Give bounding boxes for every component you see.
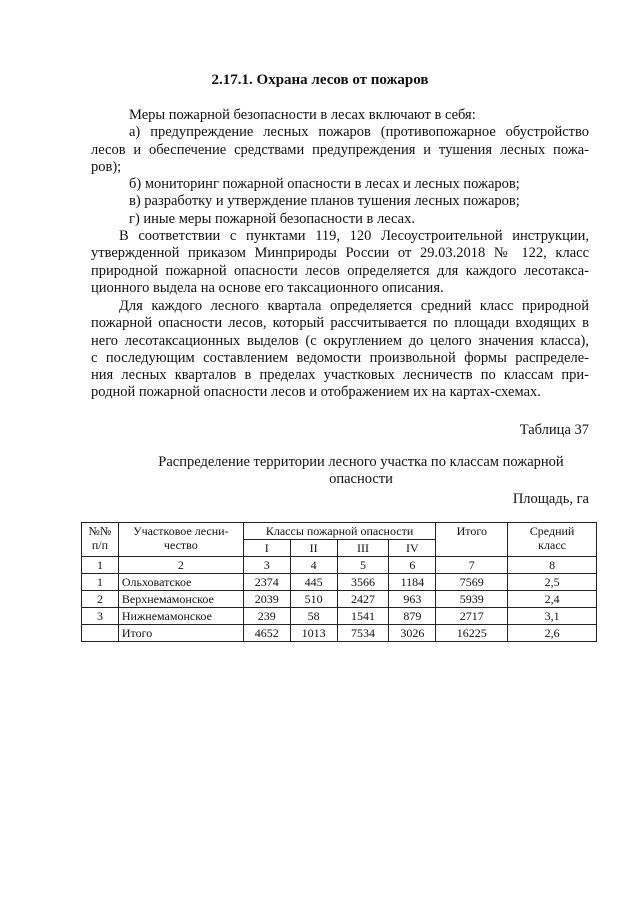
header-forestry: Участковое лесни- чество	[118, 523, 243, 557]
paragraph-3	[91, 298, 589, 402]
paragraph-2-line-2: утвержденной приказом Минприроды России от 29.03.2018 № 122, класс	[91, 245, 589, 262]
table-cell: 3566	[337, 574, 389, 591]
table-header-row	[82, 523, 597, 540]
header-class-2: II	[290, 540, 337, 557]
paragraph-3-line-4: с последующим составлением ведомости произвольной формы распределе-	[91, 349, 589, 366]
paragraph-2-line-3: природной пожарной опасности лесов определяется для каждого лесотакса-	[91, 262, 589, 279]
table-cell: 879	[389, 608, 436, 625]
table-cell: 3,1	[508, 608, 597, 625]
header-class-1: I	[243, 540, 290, 557]
table-cell: 3	[243, 557, 290, 574]
table-cell: 8	[508, 557, 597, 574]
table-cell: 2427	[337, 591, 389, 608]
header-classes: Классы пожарной опасности	[243, 523, 436, 540]
fire-class-table	[81, 522, 597, 642]
table-cell: 1541	[337, 608, 389, 625]
table-cell: 2374	[243, 574, 290, 591]
table-label: Таблица 37	[519, 422, 589, 438]
table-cell: 2,6	[508, 625, 597, 642]
header-average-class: Средний класс	[508, 523, 597, 557]
table-row	[82, 591, 597, 608]
table-cell: Ольховатское	[118, 574, 243, 591]
table-cell: 1184	[389, 574, 436, 591]
paragraph-3-line-5: ния лесных кварталов в пределах участковых лесничеств по классам при-	[91, 367, 589, 384]
header-total: Итого	[436, 523, 508, 557]
table-column-number-row	[82, 557, 597, 574]
table-caption-line-2: опасности	[329, 471, 393, 487]
table-total-row	[82, 625, 597, 642]
measures-intro: Меры пожарной безопасности в лесах включают в себя:	[129, 107, 476, 123]
table-cell: 7534	[337, 625, 389, 642]
table-row	[82, 608, 597, 625]
table-cell: 7	[436, 557, 508, 574]
table-cell: 2039	[243, 591, 290, 608]
table-cell: 1013	[290, 625, 337, 642]
table-caption-line-1: Распределение территории лесного участка по классам пожарной	[158, 454, 564, 470]
measure-item-d: г) иные меры пожарной безопасности в лесах.	[129, 210, 415, 227]
measures-list	[91, 107, 589, 228]
table-caption	[0, 454, 640, 488]
table-cell: Итого	[118, 625, 243, 642]
table-cell: 16225	[436, 625, 508, 642]
table-cell: 2717	[436, 608, 508, 625]
paragraph-3-line-6: родной пожарной опасности лесов и отображением их на картах-схемах.	[91, 384, 541, 401]
paragraph-2	[91, 228, 589, 297]
paragraph-2-line-1: В соответствии с пунктами 119, 120 Лесоустроительной инструкции,	[119, 228, 589, 244]
table-cell: 3026	[389, 625, 436, 642]
measure-item-a-line-1: а) предупреждение лесных пожаров (противопожарное обустройство	[129, 124, 589, 141]
table-cell: 5	[337, 557, 389, 574]
table-cell: 1	[82, 557, 119, 574]
header-num: №№ п/п	[82, 523, 119, 557]
table-cell: 4	[290, 557, 337, 574]
table-cell: 58	[290, 608, 337, 625]
section-title: 2.17.1. Охрана лесов от пожаров	[211, 72, 429, 88]
measure-item-b: б) мониторинг пожарной опасности в лесах и лесных пожаров;	[129, 176, 520, 193]
table-cell: 239	[243, 608, 290, 625]
table-row	[82, 574, 597, 591]
table-cell: 2	[82, 591, 119, 608]
paragraph-2-line-4: ционного выдела на основе его таксационного описания.	[91, 279, 444, 296]
table-cell: 4652	[243, 625, 290, 642]
measure-item-c: в) разработку и утверждение планов тушения лесных пожаров;	[129, 193, 520, 210]
table-cell: 1	[82, 574, 119, 591]
header-class-3: III	[337, 540, 389, 557]
table-cell: 5939	[436, 591, 508, 608]
table-cell: 2,4	[508, 591, 597, 608]
paragraph-3-line-1: Для каждого лесного квартала определяется средний класс природной	[119, 298, 589, 314]
table-cell: 2	[118, 557, 243, 574]
paragraph-3-line-3: него лесотаксационных выделов (с округлением до целого значения класса),	[91, 332, 589, 349]
table-cell: Нижнемамонское	[118, 608, 243, 625]
table-cell: 510	[290, 591, 337, 608]
paragraph-3-line-2: пожарной опасности лесов, который рассчитывается по площади входящих в	[91, 315, 589, 332]
table-cell: 963	[389, 591, 436, 608]
measure-item-a-line-2: лесов и обеспечение средствами предупреждения и тушения лесных пожа-	[91, 141, 589, 158]
table-cell	[82, 625, 119, 642]
table-units: Площадь, га	[512, 491, 589, 507]
table-cell: 3	[82, 608, 119, 625]
table-cell: 7569	[436, 574, 508, 591]
table-cell: 2,5	[508, 574, 597, 591]
table-cell: 445	[290, 574, 337, 591]
header-class-4: IV	[389, 540, 436, 557]
table-cell: Верхнемамонское	[118, 591, 243, 608]
measure-item-a-line-3: ров);	[91, 158, 122, 175]
table-cell: 6	[389, 557, 436, 574]
